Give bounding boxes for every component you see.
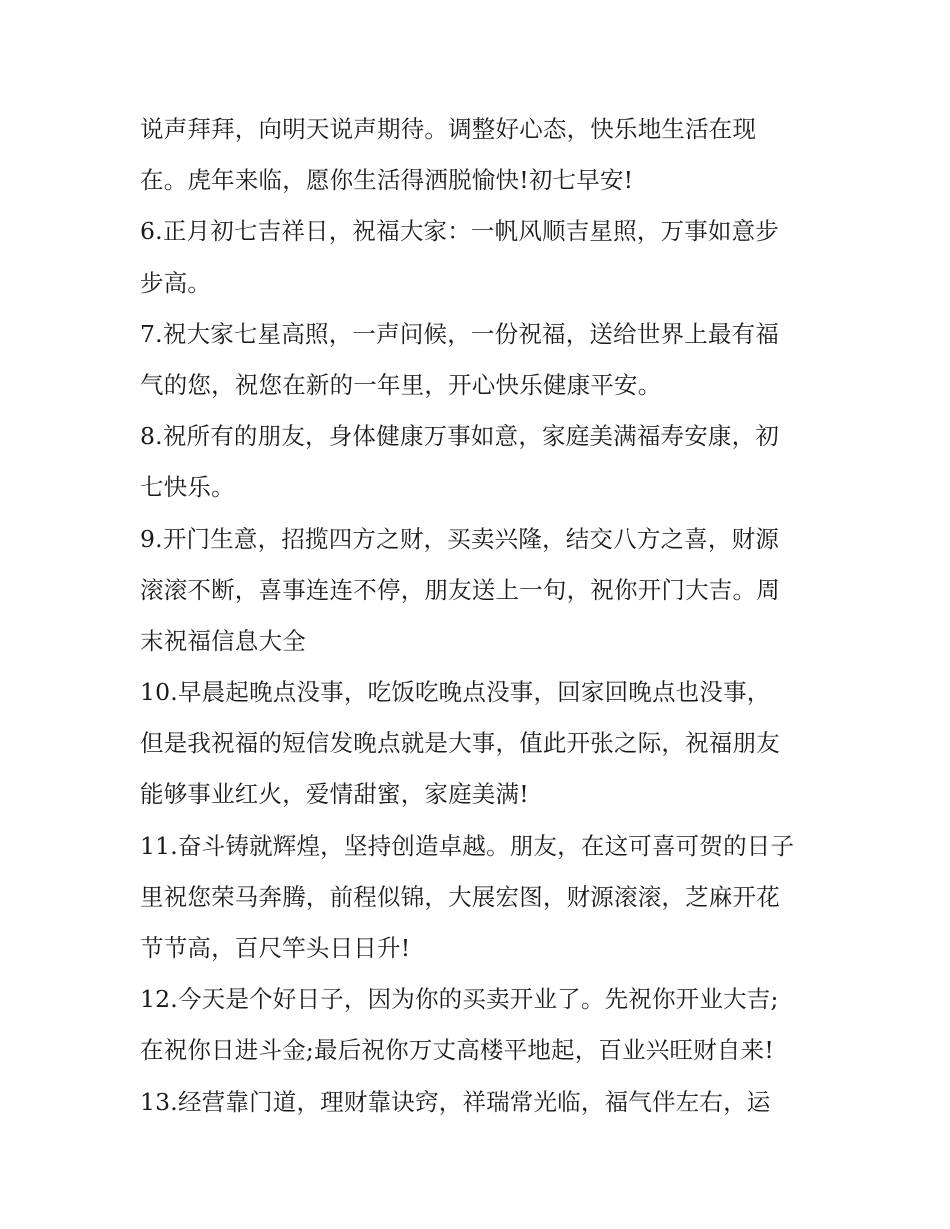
text-line: 9.开门生意，招揽四方之财，买卖兴隆，结交八方之喜，财源 — [140, 524, 780, 553]
text-line: 滚滚不断，喜事连连不停，朋友送上一句，祝你开门大吉。周 — [140, 575, 780, 604]
text-line: 在。虎年来临，愿你生活得洒脱愉快!初七早安! — [140, 166, 634, 195]
text-line: 10.早晨起晚点没事，吃饭吃晚点没事，回家回晚点也没事， — [140, 678, 771, 707]
text-line: 6.正月初七吉祥日，祝福大家：一帆风顺吉星照，万事如意步 — [140, 217, 780, 246]
text-line: 七快乐。 — [140, 473, 235, 502]
text-line: 步高。 — [140, 268, 212, 297]
text-line: 8.祝所有的朋友，身体健康万事如意，家庭美满福寿安康，初 — [140, 422, 780, 451]
text-line: 13.经营靠门道，理财靠诀窍，祥瑞常光临，福气伴左右，运 — [140, 1087, 771, 1116]
text-line: 节节高，百尺竿头日日升! — [140, 934, 411, 962]
document-body — [140, 104, 830, 1128]
text-line: 11.奋斗铸就辉煌，坚持创造卓越。朋友，在这可喜可贺的日子 — [140, 831, 795, 860]
text-line: 7.祝大家七星高照，一声问候，一份祝福，送给世界上最有福 — [140, 319, 780, 348]
text-line: 能够事业红火，爱情甜蜜，家庭美满! — [140, 780, 529, 809]
text-line: 在祝你日进斗金;最后祝你万丈高楼平地起，百业兴旺财自来! — [140, 1036, 774, 1065]
text-line: 里祝您荣马奔腾，前程似锦，大展宏图，财源滚滚，芝麻开花 — [140, 882, 780, 911]
text-line: 说声拜拜，向明天说声期待。调整好心态，快乐地生活在现 — [140, 115, 757, 143]
text-line: 但是我祝福的短信发晚点就是大事，值此开张之际，祝福朋友 — [140, 729, 780, 758]
text-line: 12.今天是个好日子，因为你的买卖开业了。先祝你开业大吉; — [140, 985, 779, 1014]
text-line: 气的您，祝您在新的一年里，开心快乐健康平安。 — [140, 370, 662, 399]
text-line: 末祝福信息大全 — [140, 626, 306, 655]
